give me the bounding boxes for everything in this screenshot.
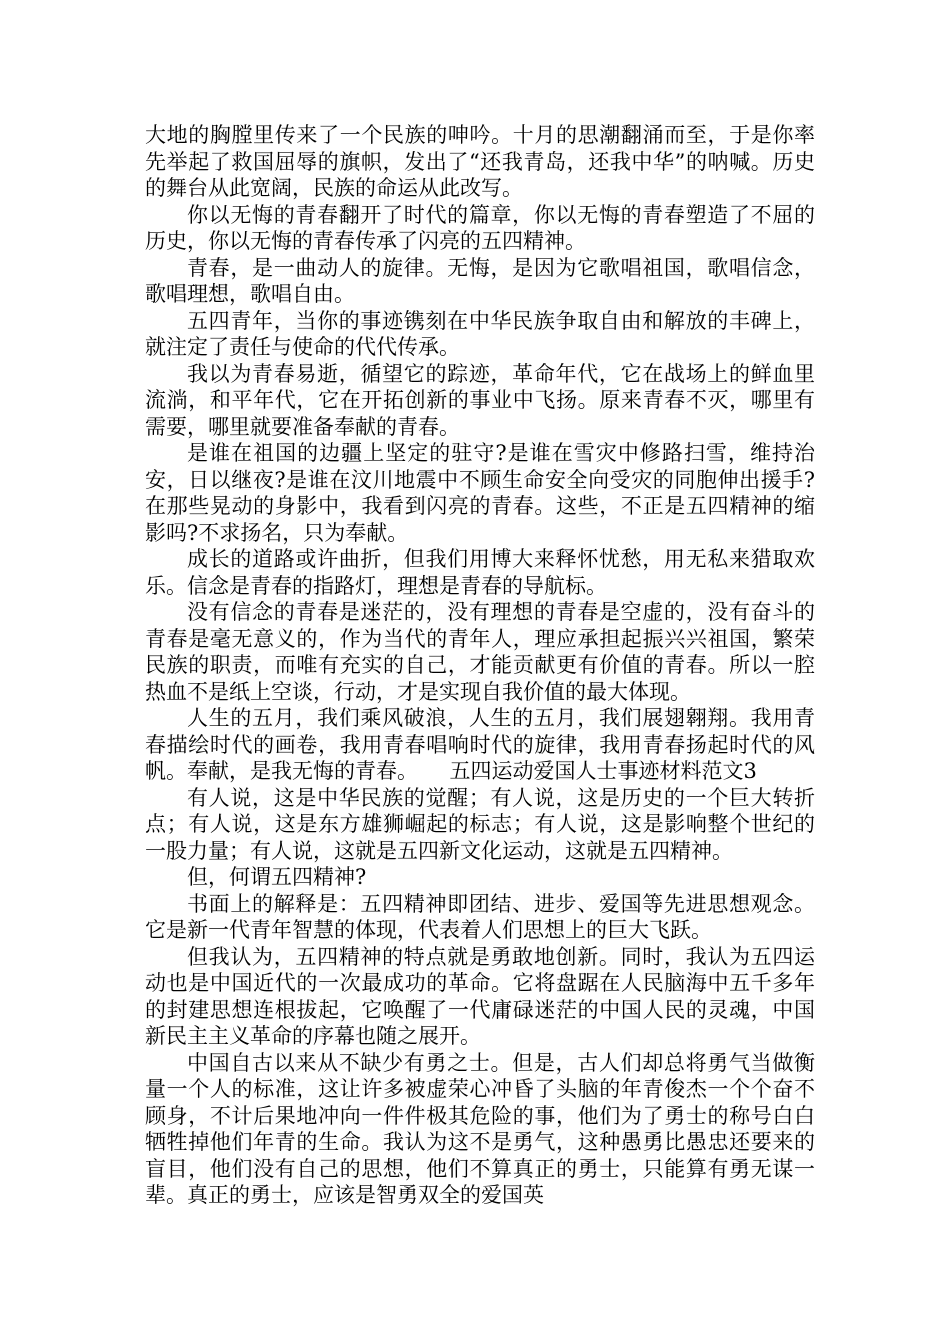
paragraph: 但我认为，五四精神的特点就是勇敢地创新。同时，我认为五四运动也是中国近代的一次最成功的革命。它将盘踞在人民脑海中五千多年的封建思想连根拔起，它唤醒了一代庸碌迷茫的中国人民的灵魂，中国新民主主义革命的序幕也随之展开。 (145, 944, 815, 1048)
paragraph: 中国自古以来从不缺少有勇之士。但是，古人们却总将勇气当做衡量一个人的标准，这让许多被虚荣心冲昏了头脑的年青俊杰一个个奋不顾身，不计后果地冲向一件件极其危险的事，他们为了勇士的称号白白牺牲掉他们年青的生命。我认为这不是勇气，这种愚勇比愚忠还要来的盲目，他们没有自己的思想，他们不算真正的勇士，只能算有勇无谋一辈。真正的勇士，应该是智勇双全的爱国英 (145, 1050, 815, 1207)
document-body (145, 122, 815, 1209)
paragraph: 有人说，这是中华民族的觉醒；有人说，这是历史的一个巨大转折点；有人说，这是东方雄狮崛起的标志；有人说，这是影响整个世纪的一股力量；有人说，这就是五四新文化运动，这就是五四精神。 (145, 785, 815, 863)
paragraph: 五四青年，当你的事迹镌刻在中华民族争取自由和解放的丰碑上，就注定了责任与使命的代代传承。 (145, 308, 815, 359)
paragraph: 书面上的解释是：五四精神即团结、进步、爱国等先进思想观念。它是新一代青年智慧的体现，代表着人们思想上的巨大飞跃。 (145, 891, 815, 942)
paragraph: 你以无悔的青春翻开了时代的篇章，你以无悔的青春塑造了不屈的历史，你以无悔的青春传承了闪亮的五四精神。 (145, 202, 815, 253)
paragraph: 大地的胸膛里传来了一个民族的呻吟。十月的思潮翻涌而至，于是你率先举起了救国屈辱的旗帜，发出了“还我青岛，还我中华”的呐喊。历史的舞台从此宽阔，民族的命运从此改写。 (145, 123, 815, 200)
paragraph: 人生的五月，我们乘风破浪，人生的五月，我们展翅翱翔。我用青春描绘时代的画卷，我用青春唱响时代的旋律，我用青春扬起时代的风帆。奉献，是我无悔的青春。 五四运动爱国人士事迹材料范文3 (145, 706, 815, 783)
paragraph: 成长的道路或许曲折，但我们用博大来释怀忧愁，用无私来猎取欢乐。信念是青春的指路灯，理想是青春的导航标。 (145, 547, 815, 598)
paragraph: 我以为青春易逝，循望它的踪迹，革命年代，它在战场上的鲜血里流淌，和平年代，它在开拓创新的事业中飞扬。原来青春不灭，哪里有需要，哪里就要准备奉献的青春。 (145, 361, 815, 439)
paragraph: 但，何谓五四精神? (187, 865, 367, 889)
paragraph: 是谁在祖国的边疆上坚定的驻守?是谁在雪灾中修路扫雪，维持治安，日以继夜?是谁在汶川地震中不顾生命安全向受灾的同胞伸出援手?在那些晃动的身影中，我看到闪亮的青春。这些，不正是五四精神的缩影吗?不求扬名，只为奉献。 (145, 441, 815, 545)
paragraph: 青春，是一曲动人的旋律。无悔，是因为它歌唱祖国，歌唱信念，歌唱理想，歌唱自由。 (145, 255, 815, 306)
paragraph: 没有信念的青春是迷茫的，没有理想的青春是空虚的，没有奋斗的青春是毫无意义的，作为当代的青年人，理应承担起振兴兴祖国，繁荣民族的职责，而唯有充实的自己，才能贡献更有价值的青春。所以一腔热血不是纸上空谈，行动，才是实现自我价值的最大体现。 (145, 600, 815, 704)
